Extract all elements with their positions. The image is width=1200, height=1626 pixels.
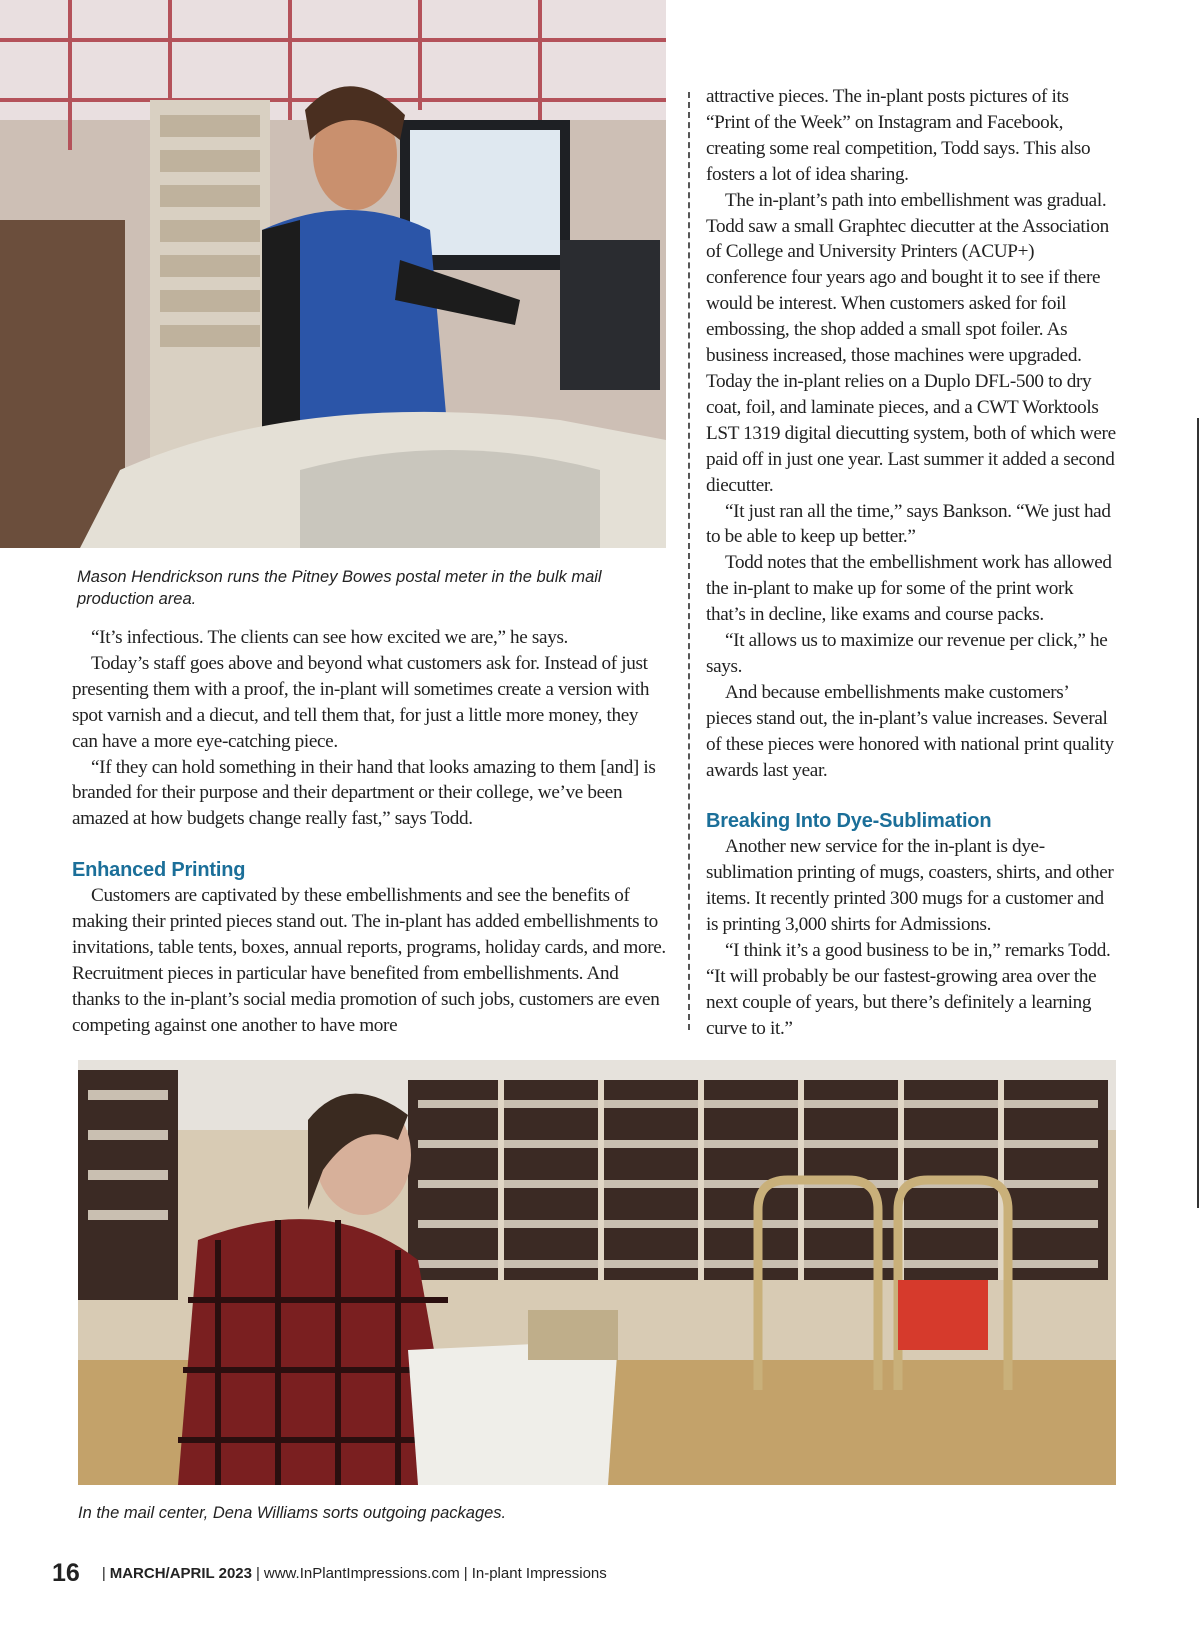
body-paragraph: “I think it’s a good business to be in,” remarks Todd. “It will probably be our fastest-growing area over the next couple of years, but there’s definitely a learning curve to it.” xyxy=(706,940,1111,1039)
column-divider xyxy=(688,92,690,1030)
body-paragraph: “If they can hold something in their hand that looks amazing to them [and] is branded for their purpose and their department or their college, we’ve been amazed at how budgets change really fast,” says Todd. xyxy=(72,756,656,830)
page-number: 16 xyxy=(52,1558,80,1587)
publication-name: In-plant Impressions xyxy=(471,1564,607,1582)
body-paragraph: Today’s staff goes above and beyond what customers ask for. Instead of just presenting them with a proof, the in-plant will sometimes create a version with spot varnish and a diecut, and tell them that, for just a little more money, they can have a more eye-catching piece. xyxy=(72,652,650,752)
body-paragraph: Another new service for the in-plant is dye-sublimation printing of mugs, coasters, shirts, and other items. It recently printed 300 mugs for a customer and is printing 3,000 shirts for Admissions. xyxy=(706,836,1114,936)
body-paragraph: Customers are captivated by these embellishments and see the benefits of making their printed pieces stand out. The in-plant has added embellishments to invitations, table tents, boxes, annual reports, programs, holiday cards, and more. Recruitment pieces in particular have benefited from embellishments. And thanks to the in-plant’s social media promotion of such jobs, customers are even competing against one another to have more xyxy=(72,885,666,1036)
body-paragraph: “It just ran all the time,” says Bankson. “We just had to be able to keep up better.” xyxy=(706,500,1111,548)
section-heading-enhanced-printing: Enhanced Printing xyxy=(72,859,246,882)
photo-caption: Mason Hendrickson runs the Pitney Bowes postal meter in the bulk mail production area. xyxy=(77,568,602,608)
footer-separator: | xyxy=(463,1564,468,1582)
body-paragraph: Todd notes that the embellishment work has allowed the in-plant to make up for some of the print work that’s in decline, like exams and course packs. xyxy=(706,552,1112,626)
body-paragraph: “It allows us to maximize our revenue per click,” he says. xyxy=(706,630,1108,677)
footer-separator: | xyxy=(101,1564,106,1582)
website-link[interactable]: www.InPlantImpressions.com xyxy=(263,1564,460,1582)
body-paragraph: “It’s infectious. The clients can see how excited we are,” he says. xyxy=(91,627,569,648)
right-column xyxy=(706,84,1116,1042)
issue-date: MARCH/APRIL 2023 xyxy=(109,1564,252,1582)
section-heading-dye-sublimation: Breaking Into Dye-Sublimation xyxy=(706,810,992,833)
photo-mason-postal-meter xyxy=(0,0,666,548)
page-footer xyxy=(52,1555,607,1591)
photo-caption: In the mail center, Dena Williams sorts outgoing packages. xyxy=(78,1504,507,1522)
body-paragraph: The in-plant’s path into embellishment was gradual. Todd saw a small Graphtec diecutter at the Association of College and University Printers (ACUP+) conference four years ago and bought it to see if there would be interest. When customers asked for foil embossing, the shop added a small spot foiler. As business increased, those machines were upgraded. Today the in-plant relies on a Duplo DFL-500 to dry coat, foil, and laminate pieces, and a CWT Worktools LST 1319 digital diecutting system, both of which were paid off in just one year. Last summer it added a second diecutter. xyxy=(706,189,1116,496)
footer-separator: | xyxy=(255,1564,260,1582)
body-paragraph: attractive pieces. The in-plant posts pictures of its “Print of the Week” on Instagram and Facebook, creating some real competition, Todd says. This also fosters a lot of idea sharing. xyxy=(706,86,1091,185)
left-column xyxy=(72,625,666,1039)
margin-rule xyxy=(1197,418,1199,1208)
body-paragraph: And because embellishments make customers’ pieces stand out, the in-plant’s value increases. Several of these pieces were honored with national print quality awards last year. xyxy=(706,681,1114,781)
photo-dena-mail-center xyxy=(78,1060,1116,1485)
